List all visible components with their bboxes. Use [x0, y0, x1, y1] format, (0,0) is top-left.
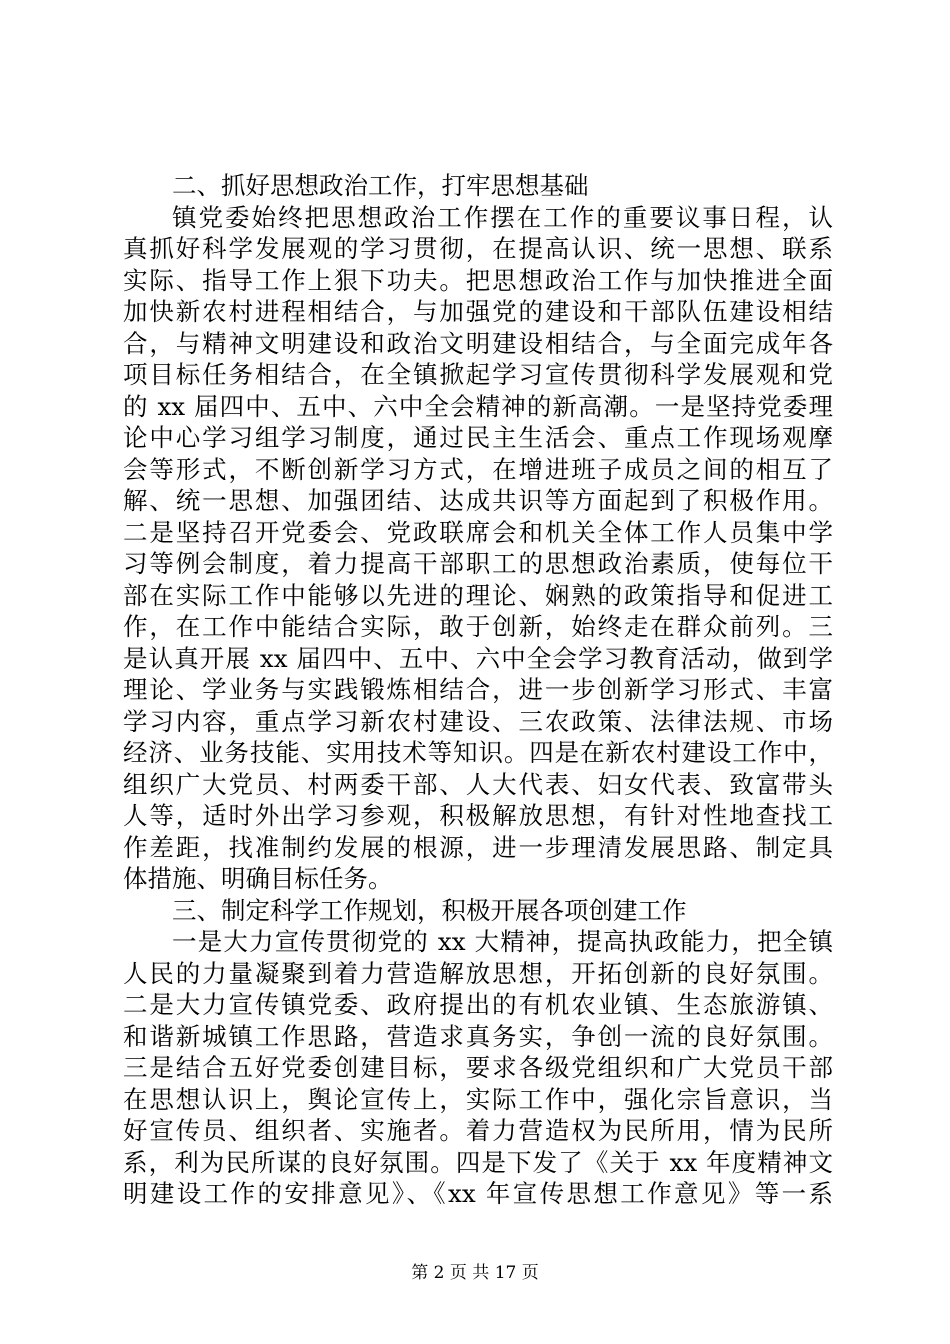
page-footer: 第 2 页 共 17 页: [411, 1263, 539, 1283]
text-line: 系，利为民所谋的良好氛围。四是下发了《关于 xx 年度精神文: [123, 1147, 833, 1177]
text-line: 镇党委始终把思想政治工作摆在工作的重要议事日程，认: [172, 202, 833, 232]
text-line: 二、抓好思想政治工作，打牢思想基础: [172, 171, 589, 200]
text-line: 实际、指导工作上狠下功夫。把思想政治工作与加快推进全面: [123, 265, 833, 295]
text-line: 加快新农村进程相结合，与加强党的建设和干部队伍建设相结: [123, 297, 833, 326]
text-line: 理论、学业务与实践锻炼相结合，进一步创新学习形式、丰富: [123, 675, 833, 704]
text-line: 项目标任务相结合，在全镇掀起学习宣传贯彻科学发展观和党: [123, 360, 833, 389]
text-line: 合，与精神文明建设和政治文明建设相结合，与全面完成年各: [123, 328, 833, 358]
text-line: 论中心学习组学习制度，通过民主生活会、重点工作现场观摩: [123, 423, 833, 452]
text-line: 组织广大党员、村两委干部、人大代表、妇女代表、致富带头: [123, 769, 833, 799]
text-line: 是认真开展 xx 届四中、五中、六中全会学习教育活动，做到学: [123, 643, 833, 673]
text-line: 在思想认识上，舆论宣传上，实际工作中，强化宗旨意识，当: [123, 1084, 833, 1114]
text-line: 作差距，找准制约发展的根源，进一步理清发展思路、制定具: [123, 832, 833, 862]
text-line: 人民的力量凝聚到着力营造解放思想，开拓创新的良好氛围。: [123, 958, 833, 988]
text-line: 解、统一思想、加强团结、达成共识等方面起到了积极作用。: [123, 486, 833, 515]
text-line: 好宣传员、组织者、实施者。着力营造权为民所用，情为民所: [123, 1116, 833, 1145]
text-line: 的 xx 届四中、五中、六中全会精神的新高潮。一是坚持党委理: [123, 391, 833, 421]
text-line: 人等，适时外出学习参观，积极解放思想，有针对性地查找工: [123, 801, 833, 830]
text-line: 作，在工作中能结合实际，敢于创新，始终走在群众前列。三: [123, 612, 833, 641]
text-line: 二是坚持召开党委会、党政联席会和机关全体工作人员集中学: [123, 517, 833, 547]
text-line: 体措施、明确目标任务。: [123, 864, 393, 893]
document-body: [123, 170, 833, 1210]
text-line: 会等形式，不断创新学习方式，在增进班子成员之间的相互了: [123, 454, 833, 484]
text-line: 经济、业务技能、实用技术等知识。四是在新农村建设工作中，: [123, 738, 833, 767]
text-line: 习等例会制度，着力提高干部职工的思想政治素质，使每位干: [123, 549, 833, 578]
text-line: 一是大力宣传贯彻党的 xx 大精神，提高执政能力，把全镇: [172, 927, 833, 956]
text-line: 学习内容，重点学习新农村建设、三农政策、法律法规、市场: [123, 706, 833, 736]
text-line: 三是结合五好党委创建目标，要求各级党组织和广大党员干部: [123, 1053, 833, 1082]
text-line: 部在实际工作中能够以先进的理论、娴熟的政策指导和促进工: [123, 580, 833, 610]
text-line: 二是大力宣传镇党委、政府提出的有机农业镇、生态旅游镇、: [123, 990, 833, 1019]
text-line: 三、制定科学工作规划，积极开展各项创建工作: [172, 895, 687, 925]
text-line: 和谐新城镇工作思路，营造求真务实，争创一流的良好氛围。: [123, 1021, 833, 1051]
text-line: 真抓好科学发展观的学习贯彻，在提高认识、统一思想、联系: [123, 234, 833, 263]
text-line: 明建设工作的安排意见》、《xx 年宣传思想工作意见》等一系: [123, 1179, 833, 1208]
